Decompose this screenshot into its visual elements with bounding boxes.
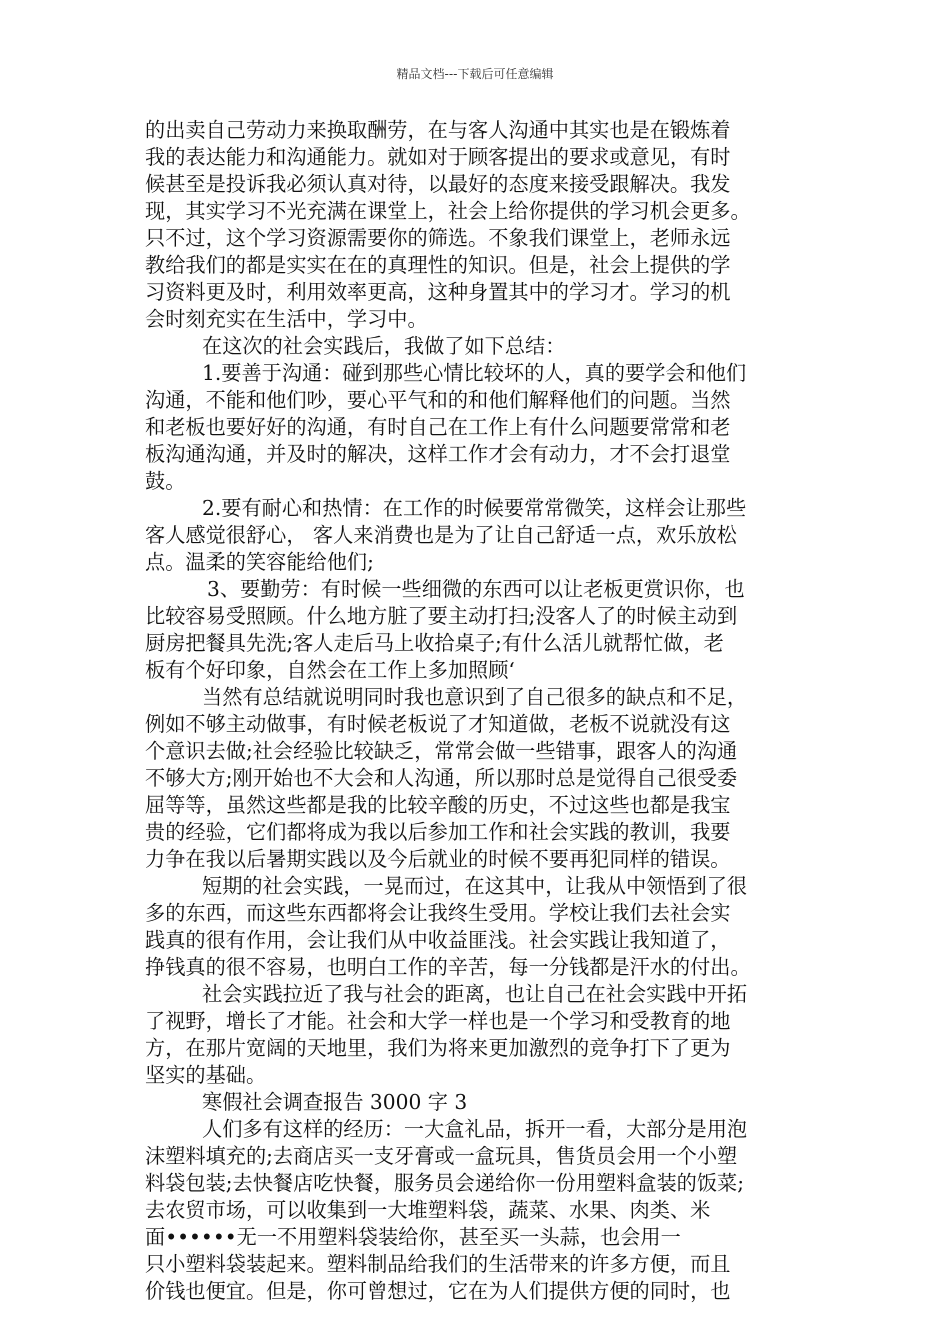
text-line: 面••••••无一不用塑料袋装给你，甚至买一头蒜，也会用一 bbox=[145, 1225, 681, 1249]
text-line: 方，在那片宽阔的天地里，我们为将来更加激烈的竞争打下了更为 bbox=[145, 1036, 731, 1060]
text-line: 价钱也便宜。但是，你可曾想过，它在为人们提供方便的同时，也 bbox=[145, 1279, 731, 1303]
text-line: 坚实的基础。 bbox=[145, 1063, 267, 1087]
text-line: 1.要善于沟通：碰到那些心情比较坏的人，真的要学会和他们 bbox=[202, 361, 747, 385]
text-line: 去农贸市场，可以收集到一大堆塑料袋，蔬菜、水果、肉类、米 bbox=[145, 1198, 711, 1222]
text-line: 的出卖自己劳动力来换取酬劳，在与客人沟通中其实也是在锻炼着 bbox=[145, 118, 731, 142]
text-line: 比较容易受照顾。什么地方脏了要主动打扫;没客人了的时候主动到 bbox=[145, 604, 738, 628]
text-line: 厨房把餐具先洗;客人走后马上收拾桌子;有什么活儿就帮忙做，老 bbox=[145, 631, 724, 655]
text-line: 教给我们的都是实实在在的真理性的知识。但是，社会上提供的学 bbox=[145, 253, 731, 277]
page-header: 精品文档---下载后可任意编辑 bbox=[396, 67, 554, 81]
text-line: 只不过，这个学习资源需要你的筛选。不象我们课堂上，老师永远 bbox=[145, 226, 731, 250]
text-line: 屈等等，虽然这些都是我的比较辛酸的历史，不过这些也都是我宝 bbox=[145, 793, 731, 817]
text-line: 点。温柔的笑容能给他们; bbox=[145, 550, 374, 574]
text-line: 践真的很有作用，会让我们从中收益匪浅。社会实践让我知道了， bbox=[145, 928, 731, 952]
text-line: 只小塑料袋装起来。塑料制品给我们的生活带来的许多方便，而且 bbox=[145, 1252, 731, 1276]
text-line: 料袋包装;去快餐店吃快餐，服务员会递给你一份用塑料盒装的饭菜; bbox=[145, 1171, 745, 1195]
text-line: 鼓。 bbox=[145, 469, 186, 493]
text-line: 客人感觉很舒心， 客人来消费也是为了让自己舒适一点，欢乐放松 bbox=[145, 523, 737, 547]
text-line: 短期的社会实践，一晃而过，在这其中，让我从中领悟到了很 bbox=[202, 874, 748, 898]
text-line: 习资料更及时，利用效率更高，这种身置其中的学习才。学习的机 bbox=[145, 280, 731, 304]
text-line: 会时刻充实在生活中，学习中。 bbox=[145, 307, 428, 331]
text-line: 3、要勤劳：有时候一些细微的东西可以让老板更赏识你，也 bbox=[207, 577, 745, 601]
text-line: 现，其实学习不光充满在课堂上，社会上给你提供的学习机会更多。 bbox=[145, 199, 751, 223]
text-line: 贵的经验，它们都将成为我以后参加工作和社会实践的教训，我要 bbox=[145, 820, 731, 844]
text-line: 力争在我以后暑期实践以及今后就业的时候不要再犯同样的错误。 bbox=[145, 847, 731, 871]
text-line: 和老板也要好好的沟通，有时自己在工作上有什么问题要常常和老 bbox=[145, 415, 731, 439]
text-line: 候甚至是投诉我必须认真对待，以最好的态度来接受跟解决。我发 bbox=[145, 172, 731, 196]
text-line: 了视野，增长了才能。社会和大学一样也是一个学习和受教育的地 bbox=[145, 1009, 731, 1033]
text-line: 不够大方;刚开始也不大会和人沟通，所以那时总是觉得自己很受委 bbox=[145, 766, 738, 790]
text-line: 人们多有这样的经历：一大盒礼品，拆开一看，大部分是用泡 bbox=[202, 1117, 748, 1141]
text-line: 社会实践拉近了我与社会的距离，也让自己在社会实践中开拓 bbox=[202, 982, 748, 1006]
text-line: 沟通，不能和他们吵，要心平气和的和他们解释他们的问题。当然 bbox=[145, 388, 731, 412]
text-line: 我的表达能力和沟通能力。就如对于顾客提出的要求或意见，有时 bbox=[145, 145, 731, 169]
document-body bbox=[145, 117, 809, 1305]
text-line: 多的东西，而这些东西都将会让我终生受用。学校让我们去社会实 bbox=[145, 901, 731, 925]
text-line: 在这次的社会实践后，我做了如下总结： bbox=[202, 334, 566, 358]
text-line: 例如不够主动做事，有时候老板说了才知道做，老板不说就没有这 bbox=[145, 712, 731, 736]
text-line: 挣钱真的很不容易，也明白工作的辛苦，每一分钱都是汗水的付出。 bbox=[145, 955, 751, 979]
text-line: 沫塑料填充的;去商店买一支牙膏或一盒玩具，售货员会用一个小塑 bbox=[145, 1144, 738, 1168]
text-line: 板有个好印象，自然会在工作上多加照顾‘ bbox=[145, 658, 515, 682]
text-line: 当然有总结就说明同时我也意识到了自己很多的缺点和不足， bbox=[202, 685, 748, 709]
text-line: 寒假社会调查报告 3000 字 3 bbox=[202, 1090, 468, 1114]
text-line: 个意识去做;社会经验比较缺乏，常常会做一些错事，跟客人的沟通 bbox=[145, 739, 738, 763]
text-line: 板沟通沟通，并及时的解决，这样工作才会有动力，才不会打退堂 bbox=[145, 442, 731, 466]
text-line: 2.要有耐心和热情：在工作的时候要常常微笑，这样会让那些 bbox=[202, 496, 747, 520]
